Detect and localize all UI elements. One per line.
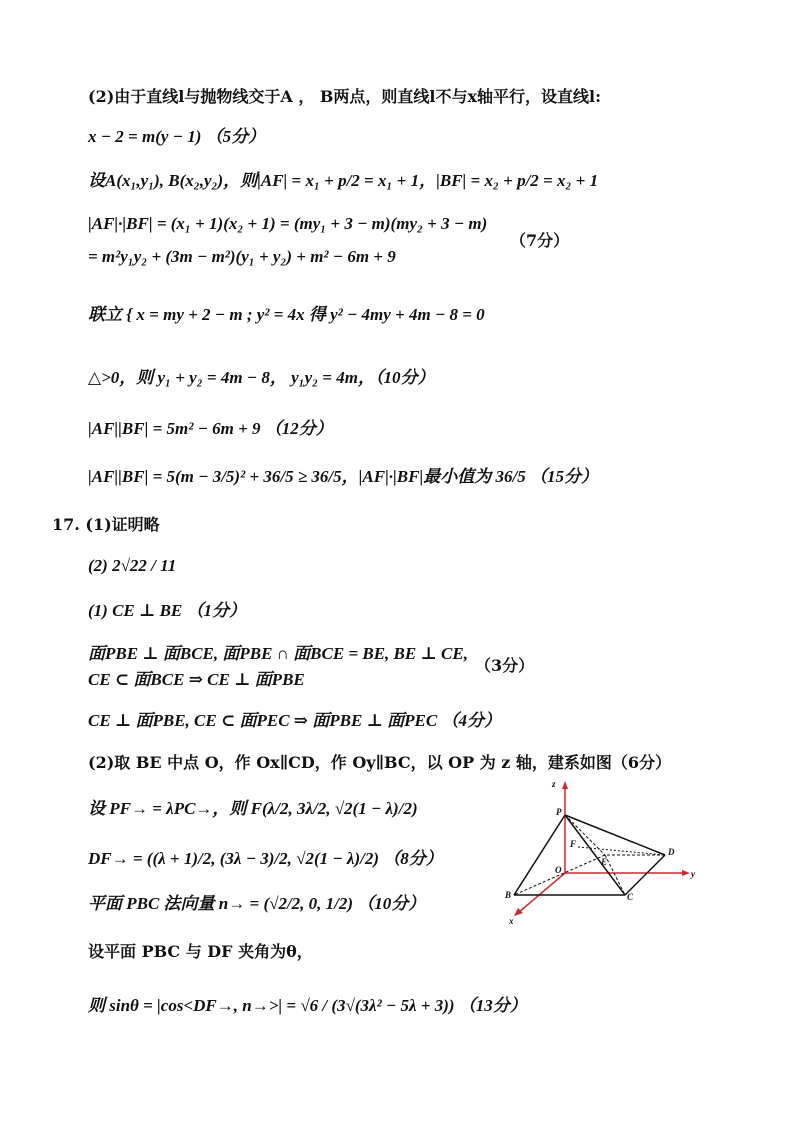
text-line: 设平面 PBC 与 DF 夹角为θ， bbox=[88, 942, 313, 961]
geometry-figure bbox=[500, 775, 700, 925]
answer-fraction: (2) 2√22 / 11 bbox=[88, 556, 177, 575]
edge-PB bbox=[514, 815, 565, 895]
text-line: △>0，则 y₁ + y₂ = 4m − 8， y₁y₂ = 4m，（10分） bbox=[88, 368, 435, 387]
text-line: 平面 PBC 法向量 n→ = (√2/2, 0, 1/2) （10分） bbox=[88, 894, 426, 913]
text-line: 则 sinθ = |cos<DF→, n→>| = √6 / (3√(3λ² − 5λ + 3)) （13分） bbox=[88, 996, 527, 1015]
label-C: C bbox=[627, 892, 634, 902]
text-line: DF→ = ((λ + 1)/2, (3λ − 3)/2, √2(1 − λ)/2) （8分） bbox=[88, 849, 443, 868]
label-O: O bbox=[555, 865, 562, 875]
score-note: （7分） bbox=[510, 231, 570, 250]
edge-EC bbox=[605, 855, 625, 895]
text-line: CE ⊥ 面PBE, CE ⊂ 面PEC ⇒ 面PBE ⊥ 面PEC （4分） bbox=[88, 711, 501, 730]
text-line: (2)由于直线l与抛物线交于A ， B两点，则直线l不与x轴平行，设直线l: bbox=[88, 87, 602, 106]
label-B: B bbox=[505, 890, 512, 900]
label-P: P bbox=[556, 807, 562, 817]
segment-FD bbox=[578, 847, 665, 855]
text-line: 设A(x₁,y₁), B(x₂,y₂)，则|AF| = x₁ + p/2 = x₁ + 1，|BF| = x₂ + p/2 = x₂ + 1 bbox=[88, 171, 599, 190]
edge-CD bbox=[625, 855, 665, 895]
edge-EB bbox=[514, 855, 608, 895]
text-line: 设 PF→ = λPC→，则 F(λ/2, 3λ/2, √2(1 − λ)/2) bbox=[88, 799, 418, 818]
text-line: CE ⊂ 面BCE ⇒ CE ⊥ 面PBE bbox=[88, 670, 305, 689]
question-number-line: 17. (1)证明略 bbox=[52, 515, 160, 534]
text-line: |AF||BF| = 5(m − 3/5)² + 36/5 ≥ 36/5，|AF|·|BF|最小值为 36/5 （15分） bbox=[88, 467, 598, 486]
coordinate-diagram bbox=[500, 775, 700, 925]
label-x: x bbox=[509, 916, 514, 925]
text-line: 面PBE ⊥ 面BCE, 面PBE ∩ 面BCE = BE, BE ⊥ CE, bbox=[88, 644, 468, 663]
y-arrow-icon bbox=[682, 870, 690, 876]
score-note: （3分） bbox=[475, 656, 535, 675]
label-z: z bbox=[552, 779, 556, 789]
z-arrow-icon bbox=[562, 781, 568, 789]
text-line: = m²y₁y₂ + (3m − m²)(y₁ + y₂) + m² − 6m + 9 bbox=[88, 247, 396, 266]
text-line: (2)取 BE 中点 O，作 Ox∥CD，作 Oy∥BC，以 OP 为 z 轴，建系如图（6分） bbox=[88, 753, 672, 772]
text-line: |AF||BF| = 5m² − 6m + 9 （12分） bbox=[88, 419, 333, 438]
text-line: x − 2 = m(y − 1) （5分） bbox=[88, 127, 266, 146]
text-line: 联立 { x = my + 2 − m ; y² = 4x 得 y² − 4my + 4m − 8 = 0 bbox=[88, 305, 485, 324]
label-y: y bbox=[691, 869, 695, 879]
label-D: D bbox=[668, 847, 675, 857]
label-F: F bbox=[570, 839, 577, 849]
label-E: E bbox=[601, 857, 608, 867]
text-line: (1) CE ⊥ BE （1分） bbox=[88, 601, 246, 620]
text-line: |AF|·|BF| = (x₁ + 1)(x₂ + 1) = (my₁ + 3 − m)(my₂ + 3 − m) bbox=[88, 214, 488, 233]
